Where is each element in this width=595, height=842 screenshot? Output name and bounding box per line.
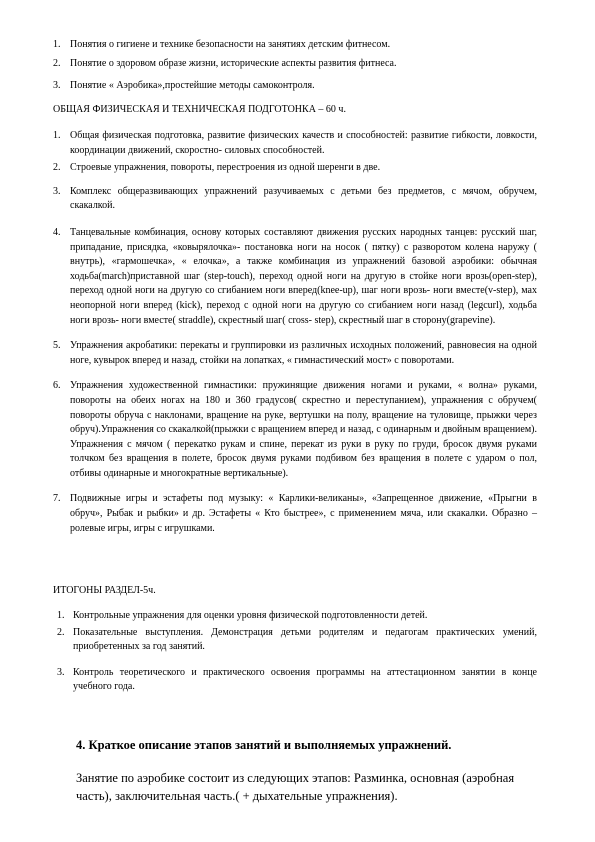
list-item: 1. Общая физическая подготовка, развитие физических качеств и способностей: развитие гибкости, ловкости, координации движений, скоростно- силовых способностей.: [53, 130, 537, 156]
list-item: 2. Показательные выступления. Демонстрация детьми родителям и педагогам практических умений, приобретенных за год занятий.: [57, 626, 537, 653]
intro-list: [53, 38, 537, 94]
list-item: 3. Понятие « Аэробика»,простейшие методы самоконтроля.: [53, 80, 315, 92]
section-four-heading: 4. Краткое описание этапов занятий и выполняемых упражнений.: [76, 738, 452, 752]
physical-list: [53, 129, 537, 536]
list-item: 2. Строевые упражнения, повороты, перестроения из одной шеренги в две.: [53, 162, 381, 174]
final-list: [53, 609, 537, 695]
list-item: 1. Контрольные упражнения для оценки уровня физической подготовленности детей.: [57, 610, 428, 621]
list-item: 1. Понятия о гигиене и технике безопасности на занятиях детским фитнесом.: [53, 39, 391, 50]
section-heading-final: ИТОГОНЫ РАЗДЕЛ-5ч.: [53, 585, 156, 596]
list-item: 6. Упражнения художественной гимнастики: пружинящие движения ногами и руками, « волна» руками, повороты на обеих ногах на 180 и 360 градусов( скрестно и переступанием), упражнения с обручем( повороты обруча с наклонами, вращение на руке, вертушки на полу, вращение на туловище, прыжки через обруч).Упражнения со скакалкой(прыжки с вращением вперед и назад, с одинарным и двойным вращением). Упражнения с мячом ( перекатко рукам и спине, перекат из руки в руку по груди, бросок двумя руками толчком без вращения в полете, бросок двумя руками подбивом без вращения в полете с ударом о пол, отбивы одинарные и многократные вертикальные).: [53, 380, 537, 479]
list-item: 4. Танцевальные комбинация, основу которых составляют движения русских народных танцев: русский шаг, припадание, присядка, «ковырялочка»- постановка ноги на носок ( пятку) с разворотом колена наружу ( внутрь), «гармошечка», « елочка», а также комбинация из упражнений базовой аэробики: обычная ходьба(march)приставной шаг (step-touch), переход одной ноги на другую в стойке ноги врозь(open-step), переход одной ноги на другую со сгибанием ноги вперед(knee-up), шаг ноги врозь- ноги вместе(v-step), мах неопорной ноги вперед (kick), переход с одной ноги на другую со сгибанием ноги назад (legcurl), ходьба ноги врозь- ноги вместе( straddle), скрестный шаг( cross- step), скрестный шаг в сторону(grapevine).: [53, 226, 537, 326]
list-item: 5. Упражнения акробатики: перекаты и группировки из различных исходных положений, равновесия на одной ноге, кувырок вперед и назад, стойки на лопатках, « гимнастический мост» с поворотами.: [53, 340, 537, 366]
list-item: 3. Комплекс общеразвивающих упражнений разучиваемых с детьми без предметов, с мячом, обручем, скакалкой.: [53, 185, 537, 212]
section-heading-physical: ОБЩАЯ ФИЗИЧЕСКАЯ И ТЕХНИЧЕСКАЯ ПОДГОТОНКА – 60 ч.: [53, 104, 346, 115]
section-four-text: Занятие по аэробике состоит из следующих этапов: Разминка, основная (аэробная часть), заключительная часть.( + дыхательные упражнения).: [76, 771, 515, 803]
list-item: 3. Контроль теоретического и практического освоения программы на аттестационном занятии в конце учебного года.: [57, 666, 537, 693]
list-item: 7. Подвижные игры и эстафеты под музыку: « Карлики-великаны», «Запрещенное движение, «Прыгни в обруч», Рыбак и рыбки» и др. Эстафеты « Кто быстрее», с применением мяча, или скакалки. Образно – ролевые игры, игры с игрушками.: [53, 493, 537, 534]
list-item: 2. Понятие о здоровом образе жизни, исторические аспекты развития фитнеса.: [53, 57, 397, 69]
